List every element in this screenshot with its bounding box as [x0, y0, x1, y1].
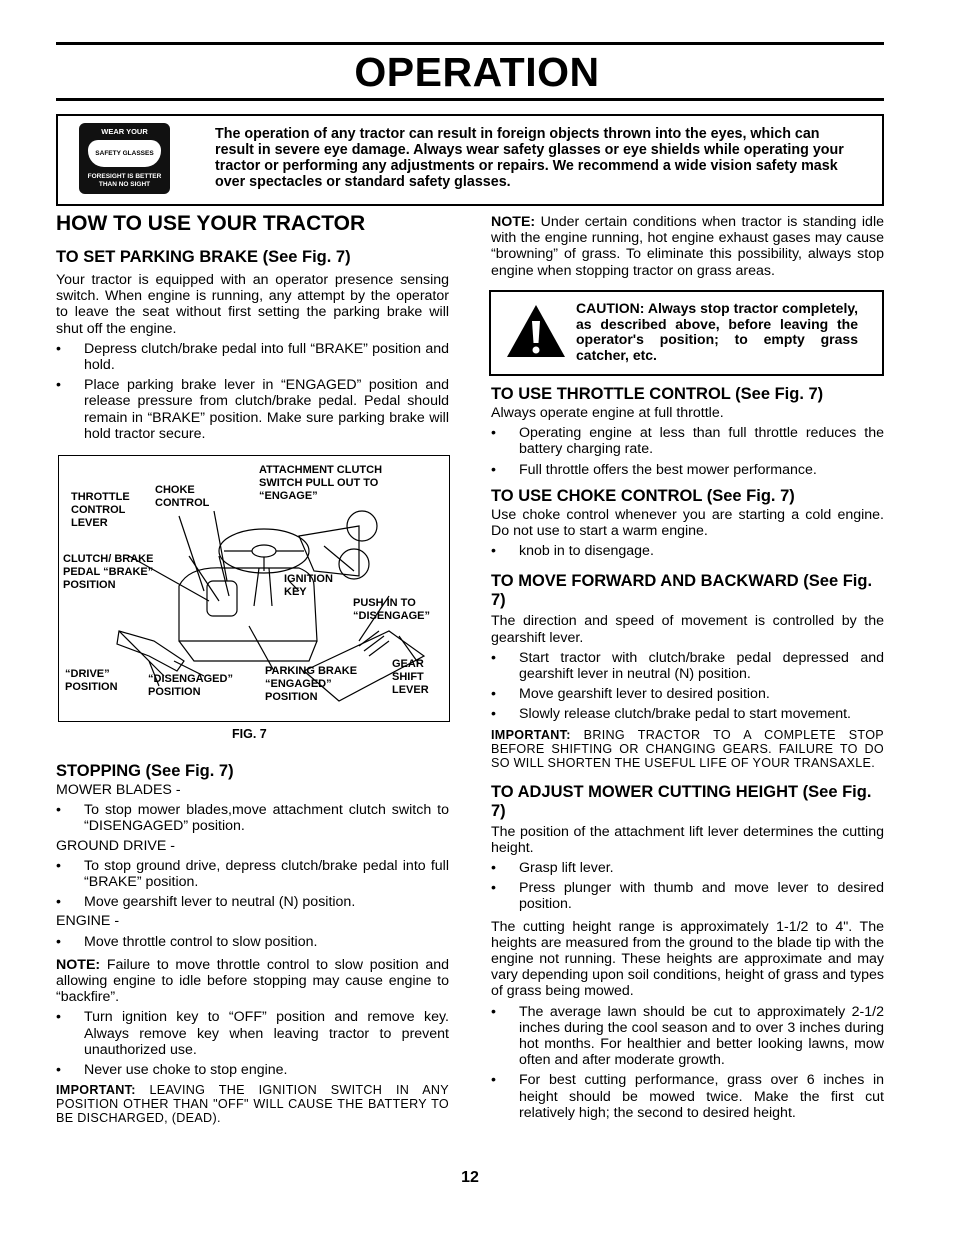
top-rule: [56, 42, 884, 45]
label-drive-position: “DRIVE” POSITION: [65, 668, 118, 693]
list-item: • Operating engine at less than full throttle reduces the battery charging rate.: [491, 425, 884, 457]
choke-intro: Use choke control whenever you are starting a cold engine. Do not use to start a warm engine.: [491, 506, 884, 540]
list-item: • Grasp lift lever.: [491, 860, 884, 876]
ground-drive-label: GROUND DRIVE -: [56, 837, 176, 854]
throttle-heading: TO USE THROTTLE CONTROL (See Fig. 7): [491, 385, 824, 403]
list-item: • To stop mower blades,move attachment clutch switch to “DISENGAGED” position.: [56, 802, 449, 834]
label-gear-shift-lever: GEAR SHIFT LEVER: [392, 658, 429, 696]
choke-heading: TO USE CHOKE CONTROL (See Fig. 7): [491, 486, 795, 505]
safety-glasses-icon: WEAR YOUR SAFETY GLASSES FORESIGHT IS BETTER THAN NO SIGHT: [79, 123, 170, 194]
move-heading: TO MOVE FORWARD AND BACKWARD (See Fig. 7): [491, 572, 873, 610]
mower-blades-label: MOWER BLADES -: [56, 782, 181, 798]
list-item: • Depress clutch/brake pedal into full “BRAKE” position and hold.: [56, 341, 449, 373]
list-item: • Move gearshift lever to desired position.: [491, 686, 884, 702]
exhaust-note: NOTE: Under certain conditions when tractor is standing idle with the engine running, hot engine exhaust gases may cause “browning” of grass. To eliminate this possibility, always stop engine when stopping tractor on grass areas.: [491, 214, 884, 279]
stopping-heading: STOPPING (See Fig. 7): [56, 762, 234, 780]
list-item: • Turn ignition key to “OFF” position and remove key. Always remove key when leaving tractor to prevent unauthorized use.: [56, 1009, 449, 1058]
list-item: • To stop ground drive, depress clutch/brake pedal into full “BRAKE” position.: [56, 858, 449, 890]
list-item: • The average lawn should be cut to approximately 2-1/2 inches during the cool season and to over 3 inches during hot months. For healthier and better looking lawns, mow often and after moderate growth.: [491, 1004, 884, 1069]
list-item: • Never use choke to stop engine.: [56, 1062, 449, 1078]
label-throttle-control-lever: THROTTLE CONTROL LEVER: [71, 491, 130, 529]
title-rule: [56, 98, 884, 101]
cutting-height-heading: TO ADJUST MOWER CUTTING HEIGHT (See Fig. 7): [491, 782, 872, 820]
list-item: • Full throttle offers the best mower performance.: [491, 462, 884, 478]
label-clutch-brake-pedal: CLUTCH/ BRAKE PEDAL “BRAKE” POSITION: [63, 553, 154, 591]
label-push-in-to-disengage: PUSH IN TO “DISENGAGE”: [353, 597, 431, 622]
label-choke-control: CHOKE CONTROL: [155, 484, 210, 509]
label-parking-brake-engaged: PARKING BRAKE “ENGAGED” POSITION: [265, 665, 358, 703]
label-disengaged-position: “DISENGAGED” POSITION: [148, 673, 233, 698]
list-item: • Slowly release clutch/brake pedal to start movement.: [491, 706, 884, 722]
move-important: IMPORTANT: BRING TRACTOR TO A COMPLETE STOP BEFORE SHIFTING OR CHANGING GEARS. FAILURE TO DO SO WILL SHORTEN THE USEFUL LIFE OF YOUR TRANSAXLE.: [491, 727, 884, 770]
list-item: • Place parking brake lever in “ENGAGED” position and release pressure from clutch/brake pedal. Pedal should remain in “BRAKE” position. Make sure parking brake will hold tractor secure.: [56, 377, 449, 442]
page-title: OPERATION: [354, 49, 600, 95]
warning-triangle-icon: [505, 303, 567, 359]
caution-text: CAUTION: Always stop tractor completely, as described above, before leaving the operator's position; to empty grass catcher, etc.: [576, 300, 858, 363]
figure-7: [58, 455, 450, 722]
right-column-top: [491, 214, 884, 279]
figure-caption: FIG. 7: [232, 727, 267, 741]
list-item: • Move gearshift lever to neutral (N) position.: [56, 894, 449, 910]
cutting-height-intro: The position of the attachment lift lever determines the cutting height.: [491, 823, 884, 856]
cutting-height-paragraph: The cutting height range is approximately 1-1/2 to 4". The heights are measured from the ground to the blade tip with the engine not running. These heights are approximate and may vary depending upon soil conditions, height of grass and types of grass being mowed.: [491, 918, 884, 1000]
stopping-section: [56, 762, 449, 1125]
list-item: • For best cutting performance, grass over 6 inches in height should be mowed twice. Make the first cut relatively high; the second to desired height.: [491, 1072, 884, 1121]
list-item: • Move throttle control to slow position.: [56, 934, 449, 950]
engine-label: ENGINE -: [56, 913, 120, 930]
stopping-important: IMPORTANT: LEAVING THE IGNITION SWITCH IN ANY POSITION OTHER THAN "OFF" WILL CAUSE THE BATTERY TO BE DISCHARGED, (DEAD).: [56, 1083, 449, 1126]
safety-warning-text: The operation of any tractor can result in foreign objects thrown into the eyes, which can result in severe eye damage. Always wear safety glasses or eye shields while operating your tractor or performing any adjustments or repairs. We recommend a wide vision safety mask over spectacles or standard safety glasses.: [215, 126, 844, 190]
caution-box: [489, 290, 884, 376]
left-column: [56, 212, 449, 442]
list-item: • Start tractor with clutch/brake pedal depressed and gearshift lever in neutral (N) position.: [491, 650, 884, 682]
throttle-intro: Always operate engine at full throttle.: [491, 405, 724, 421]
section-heading: HOW TO USE YOUR TRACTOR: [56, 212, 366, 235]
label-attachment-clutch: ATTACHMENT CLUTCH SWITCH PULL OUT TO “ENGAGE”: [259, 464, 383, 502]
list-item: • knob in to disengage.: [491, 543, 884, 559]
move-intro: The direction and speed of movement is controlled by the gearshift lever.: [491, 613, 884, 646]
safety-warning-box: [56, 114, 884, 206]
page-number: 12: [461, 1169, 479, 1186]
stopping-note: NOTE: Failure to move throttle control to slow position and allowing engine to idle before stopping may cause engine to “backfire”.: [56, 956, 449, 1006]
parking-brake-intro: Your tractor is equipped with an operator presence sensing switch. When engine is running, any attempt by the operator to leave the seat without first setting the parking brake will shut off the engine.: [56, 272, 449, 337]
label-ignition-key: IGNITION KEY: [284, 573, 333, 598]
right-column: [491, 385, 884, 1121]
list-item: • Press plunger with thumb and move lever to desired position.: [491, 880, 884, 912]
parking-brake-heading: TO SET PARKING BRAKE (See Fig. 7): [56, 248, 351, 266]
